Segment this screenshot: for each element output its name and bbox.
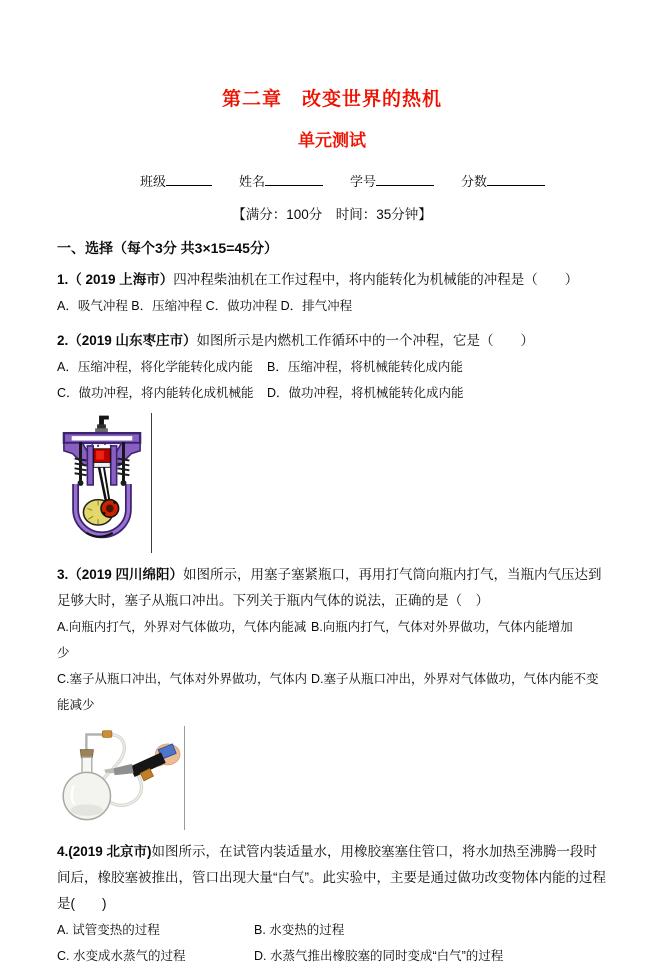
- question-1-options: A．吸气冲程 B．压缩冲程 C．做功冲程 D．排气冲程: [57, 299, 353, 313]
- name-blank-line: [265, 173, 323, 186]
- option-b: B．压缩冲程，将机械能转化成内能: [267, 360, 463, 374]
- question-4-source: 4.(2019 北京市): [57, 844, 152, 859]
- question-3-stem: [57, 562, 607, 614]
- option-row: [57, 666, 607, 718]
- question-3: [57, 562, 607, 718]
- option-a: A. 试管变热的过程: [57, 923, 160, 937]
- score-field: [461, 171, 545, 190]
- option-row: [57, 943, 607, 969]
- exam-meta: 【满分：100分 时间：35分钟】: [232, 207, 432, 222]
- question-3-source: 3.（2019 四川绵阳）: [57, 567, 184, 582]
- option-row: [57, 917, 607, 943]
- question-4-text: 如图所示，在试管内装适量水，用橡胶塞塞住管口，将水加热至沸腾一段时间后，橡胶塞被推出，管口出现大量“白气”。此实验中，主要是通过做功改变物体内能的过程是( ): [57, 844, 606, 911]
- question-4-stem: [57, 839, 607, 917]
- name-field: [239, 171, 323, 190]
- option-a: A.向瓶内打气，外界对气体做功，气体内能减少: [57, 620, 307, 660]
- question-2-options: [57, 354, 607, 406]
- flask-and-air-pump-photo: [58, 726, 179, 830]
- option-c: C. 水变成水蒸气的过程: [57, 949, 186, 963]
- question-2-text: 如图所示是内燃机工作循环中的一个冲程，它是（ ）: [196, 333, 535, 348]
- question-1-source: 1.（ 2019 上海市）: [57, 272, 174, 287]
- test-title: 单元测试: [298, 131, 366, 150]
- engine-diagram-figure: [59, 413, 152, 553]
- score-blank-line: [487, 173, 545, 186]
- option-row: [57, 614, 607, 666]
- question-2: [57, 328, 607, 406]
- name-label: 姓名: [239, 174, 266, 189]
- option-b: B.向瓶内打气，气体对外界做功，气体内能增加: [311, 620, 573, 634]
- option-b: B. 水变热的过程: [254, 923, 345, 937]
- question-2-source: 2.（2019 山东枣庄市）: [57, 333, 197, 348]
- class-label: 班级: [140, 174, 167, 189]
- option-row: [57, 380, 607, 406]
- question-3-text: 如图所示，用塞子塞紧瓶口，再用打气筒向瓶内打气，当瓶内气压达到足够大时，塞子从瓶口冲出。下列关于瓶内气体的说法，正确的是（ ）: [57, 567, 602, 608]
- option-c: C.塞子从瓶口冲出，气体对外界做功，气体内能减少: [57, 672, 308, 712]
- question-1-stem: [57, 267, 607, 293]
- option-a: A．压缩冲程，将化学能转化成内能: [57, 360, 253, 374]
- score-label: 分数: [461, 174, 488, 189]
- student-info-row: [140, 171, 607, 190]
- class-blank-line: [166, 173, 212, 186]
- option-row: [57, 354, 607, 380]
- option-d: D.塞子从瓶口冲出，外界对气体做功，气体内能不变: [311, 672, 599, 686]
- student-id-field: [350, 171, 434, 190]
- question-3-options: [57, 614, 607, 718]
- student-id-label: 学号: [350, 174, 377, 189]
- class-field: [140, 171, 212, 190]
- option-d: D．做功冲程，将机械能转化成内能: [267, 386, 464, 400]
- question-1-text: 四冲程柴油机在工作过程中，将内能转化为机械能的冲程是（ ）: [173, 272, 579, 287]
- section-heading-choice: 一、选择（每个3分 共3×15=45分）: [57, 240, 278, 256]
- chapter-title: 第二章 改变世界的热机: [221, 89, 442, 110]
- student-id-blank-line: [376, 173, 434, 186]
- internal-combustion-engine-diagram: [59, 413, 145, 553]
- question-1: [57, 267, 607, 319]
- question-4-options: [57, 917, 607, 969]
- question-2-stem: [57, 328, 607, 354]
- option-c: C．做功冲程，将内能转化成机械能: [57, 386, 254, 400]
- option-d: D. 水蒸气推出橡胶塞的同时变成“白气”的过程: [254, 949, 504, 963]
- flask-pump-figure: [58, 726, 185, 830]
- question-4: [57, 839, 607, 969]
